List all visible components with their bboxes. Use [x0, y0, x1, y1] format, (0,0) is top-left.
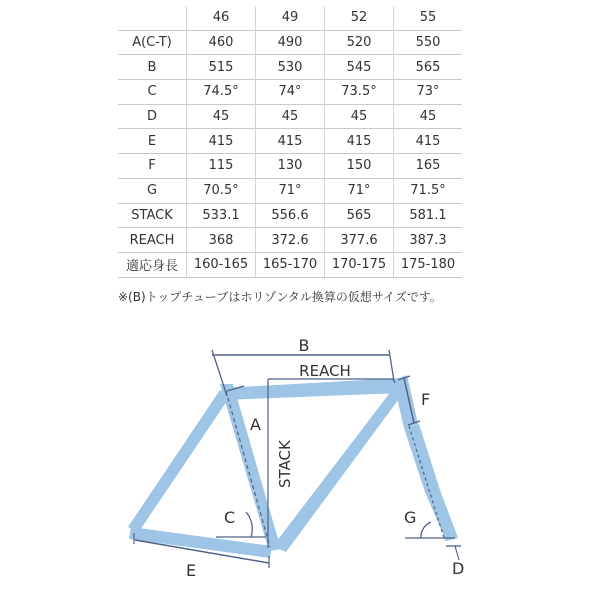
c-angle-arc — [246, 512, 252, 537]
size-header-row — [118, 6, 462, 30]
table-cell: 490 — [256, 30, 325, 55]
label-f: F — [421, 390, 431, 409]
table-row — [118, 80, 462, 105]
seat-stay — [128, 390, 231, 533]
table-cell: 115 — [187, 154, 256, 179]
size-header: 55 — [394, 6, 463, 30]
table-cell: 368 — [187, 228, 256, 253]
table-cell: 73° — [394, 80, 463, 105]
table-cell: 165 — [394, 154, 463, 179]
table-row — [118, 104, 462, 129]
row-label: G — [118, 178, 187, 203]
g-angle-arc — [421, 522, 431, 538]
geometry-table — [118, 6, 462, 278]
size-header: 49 — [256, 6, 325, 30]
table-cell: 565 — [394, 55, 463, 80]
label-reach: REACH — [299, 362, 351, 380]
row-label: REACH — [118, 228, 187, 253]
frame-geometry-diagram — [0, 320, 600, 600]
label-g: G — [404, 508, 417, 527]
table-cell: 387.3 — [394, 228, 463, 253]
label-d: D — [452, 559, 465, 578]
row-label: B — [118, 55, 187, 80]
row-label: D — [118, 104, 187, 129]
table-cell: 71° — [256, 178, 325, 203]
table-cell: 581.1 — [394, 203, 463, 228]
table-cell: 415 — [325, 129, 394, 154]
row-label: A(C-T) — [118, 30, 187, 55]
table-row — [118, 154, 462, 179]
top-tube — [222, 378, 402, 400]
table-cell: 550 — [394, 30, 463, 55]
table-row — [118, 178, 462, 203]
table-cell: 530 — [256, 55, 325, 80]
table-cell: 377.6 — [325, 228, 394, 253]
table-cell: 460 — [187, 30, 256, 55]
size-header: 52 — [325, 6, 394, 30]
table-row — [118, 30, 462, 55]
table-cell: 415 — [394, 129, 463, 154]
table-cell: 74.5° — [187, 80, 256, 105]
d-leader-line — [455, 546, 459, 560]
table-cell: 45 — [187, 104, 256, 129]
table-cell: 73.5° — [325, 80, 394, 105]
row-label: F — [118, 154, 187, 179]
table-cell: 545 — [325, 55, 394, 80]
table-cell: 533.1 — [187, 203, 256, 228]
table-cell: 74° — [256, 80, 325, 105]
table-cell: 170-175 — [325, 252, 394, 277]
table-cell: 175-180 — [394, 252, 463, 277]
table-cell: 520 — [325, 30, 394, 55]
table-cell: 130 — [256, 154, 325, 179]
table-cell: 515 — [187, 55, 256, 80]
row-label: E — [118, 129, 187, 154]
table-cell: 45 — [394, 104, 463, 129]
row-label: 適応身長 — [118, 252, 187, 277]
row-label: C — [118, 80, 187, 105]
label-b: B — [298, 336, 310, 355]
row-label: STACK — [118, 203, 187, 228]
table-cell: 165-170 — [256, 252, 325, 277]
table-cell: 45 — [256, 104, 325, 129]
table-cell: 45 — [325, 104, 394, 129]
label-a: A — [250, 415, 261, 434]
label-e: E — [186, 561, 197, 580]
label-c: C — [224, 508, 236, 527]
table-row — [118, 228, 462, 253]
header-blank-cell — [118, 6, 187, 30]
table-cell: 372.6 — [256, 228, 325, 253]
size-header: 46 — [187, 6, 256, 30]
table-cell: 556.6 — [256, 203, 325, 228]
table-row — [118, 129, 462, 154]
table-cell: 415 — [256, 129, 325, 154]
table-row — [118, 55, 462, 80]
table-cell: 150 — [325, 154, 394, 179]
b-extension-right — [389, 350, 394, 381]
table-cell: 415 — [187, 129, 256, 154]
table-cell: 71° — [325, 178, 394, 203]
table-cell: 70.5° — [187, 178, 256, 203]
table-row — [118, 252, 462, 277]
table-cell: 71.5° — [394, 178, 463, 203]
b-extension-left — [212, 350, 227, 396]
table-cell: 565 — [325, 203, 394, 228]
table-row — [118, 203, 462, 228]
label-stack: STACK — [276, 440, 294, 488]
footnote: ※(B)トップチューブはホリゾンタル換算の仮想サイズです。 — [118, 290, 442, 304]
table-cell: 160-165 — [187, 252, 256, 277]
